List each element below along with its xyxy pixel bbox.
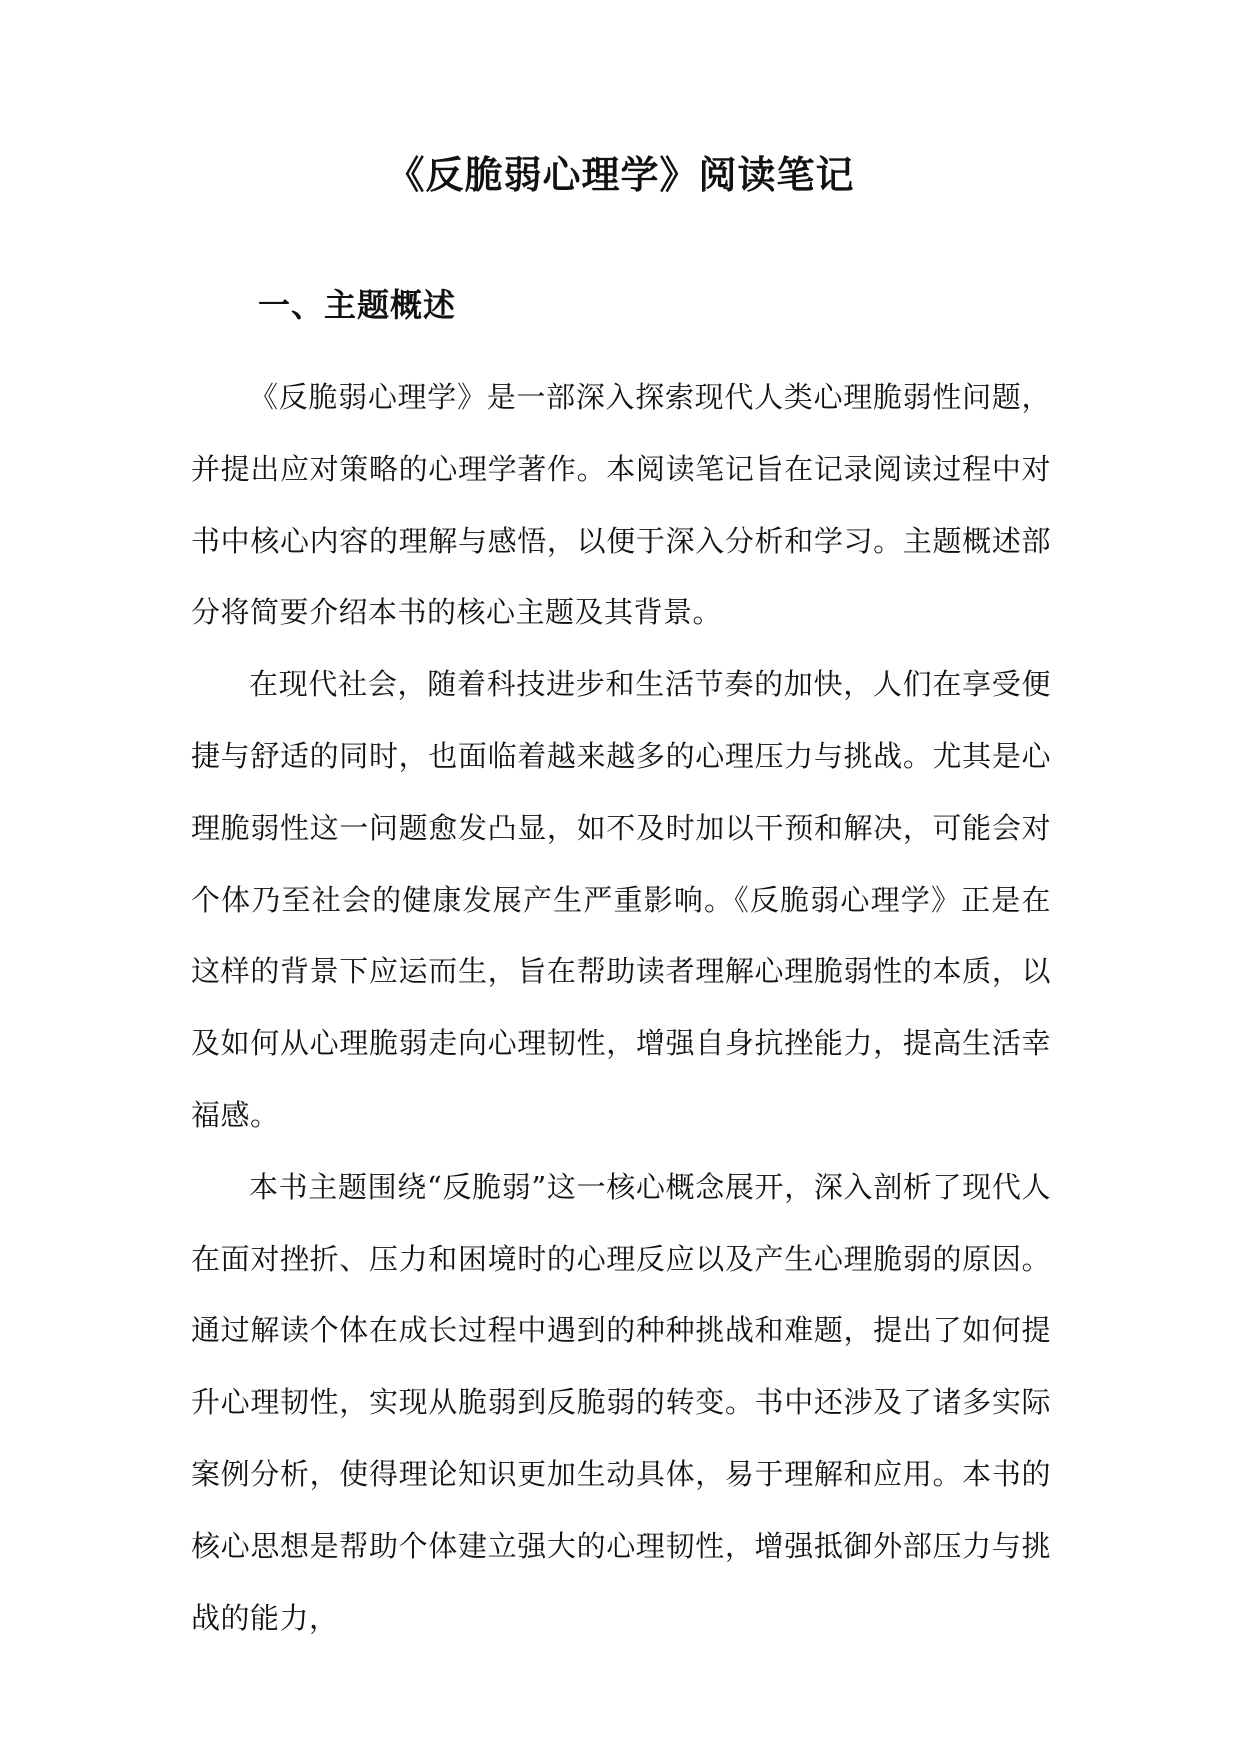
body-paragraph: 在现代社会，随着科技进步和生活节奏的加快，人们在享受便捷与舒适的同时，也面临着越来越多的心理压力与挑战。尤其是心理脆弱性这一问题愈发凸显，如不及时加以干预和解决，可能会对个体乃至社会的健康发展产生严重影响。《反脆弱心理学》正是在这样的背景下应运而生，旨在帮助读者理解心理脆弱性的本质，以及如何从心理脆弱走向心理韧性，增强自身抗挫能力，提高生活幸福感。 bbox=[191, 667, 1051, 1132]
body-paragraph: 本书主题围绕“反脆弱”这一核心概念展开，深入剖析了现代人在面对挫折、压力和困境时的心理反应以及产生心理脆弱的原因。通过解读个体在成长过程中遇到的种种挑战和难题，提出了如何提升心理韧性，实现从脆弱到反脆弱的转变。书中还涉及了诸多实际案例分析，使得理论知识更加生动具体，易于理解和应用。本书的核心思想是帮助个体建立强大的心理韧性，增强抵御外部压力与挑战的能力， bbox=[191, 1169, 1051, 1635]
section-heading: 一、主题概述 bbox=[258, 286, 457, 324]
body-paragraph: 《反脆弱心理学》是一部深入探索现代人类心理脆弱性问题，并提出应对策略的心理学著作。本阅读笔记旨在记录阅读过程中对书中核心内容的理解与感悟，以便于深入分析和学习。主题概述部分将简要介绍本书的核心主题及其背景。 bbox=[191, 380, 1051, 630]
document-title: 《反脆弱心理学》阅读笔记 bbox=[386, 152, 855, 197]
document-body bbox=[191, 362, 1051, 1654]
